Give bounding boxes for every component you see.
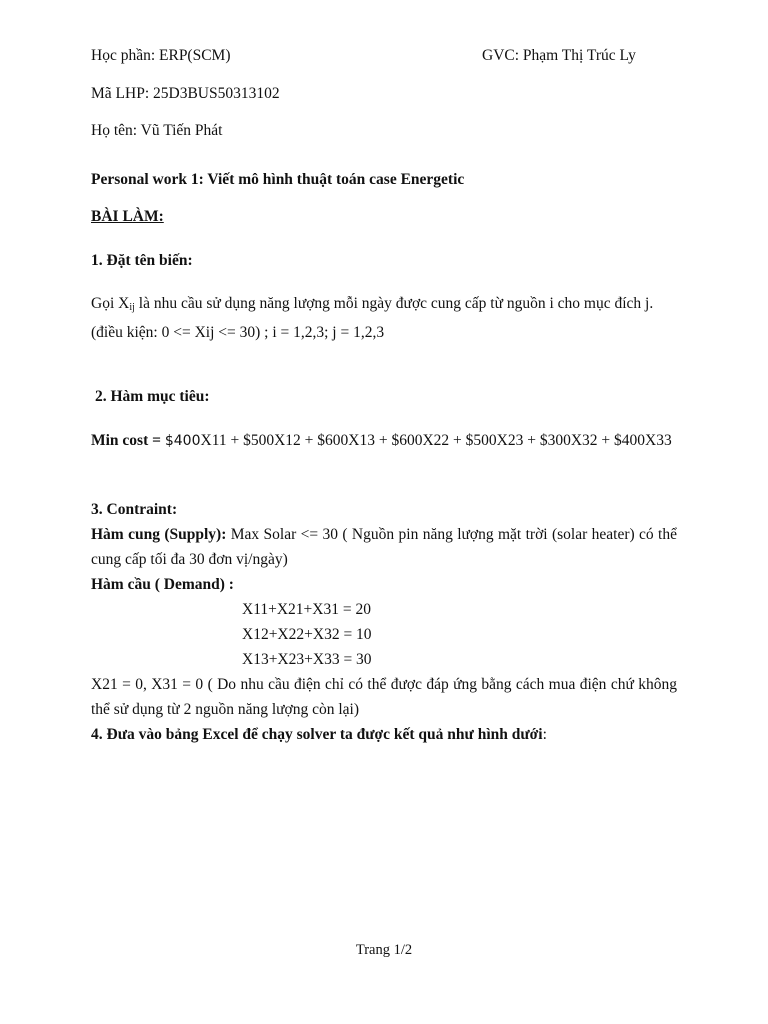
objective-first-cost: $400	[164, 433, 201, 449]
supply-text: Max Solar <= 30 ( Nguồn pin năng lượng mặt trời (solar heater) có thể cung cấp tối đa 30 đơn vị/ngày)	[91, 526, 677, 568]
class-code-label: Mã LHP: 25D3BUS50313102	[91, 85, 280, 102]
demand-label: Hàm cầu ( Demand) :	[91, 576, 234, 593]
section4-colon: :	[542, 726, 547, 743]
section1-subscript: ij	[129, 302, 135, 313]
demand-equation-3: X13+X23+X33 = 30	[242, 651, 372, 668]
section2-heading: 2. Hàm mục tiêu:	[95, 388, 210, 405]
section1-paragraph	[91, 291, 677, 345]
section1-heading: 1. Đặt tên biến:	[91, 252, 193, 269]
section4-line	[91, 722, 547, 747]
work-heading: BÀI LÀM:	[91, 208, 164, 225]
section3-note: X21 = 0, X31 = 0 ( Do nhu cầu điện chỉ có thể được đáp ứng bằng cách mua điện chứ không thể sử dụng từ 2 nguồn năng lượng còn lại)	[91, 676, 677, 718]
section4-heading: 4. Đưa vào bảng Excel để chạy solver ta được kết quả như hình dưới	[91, 726, 543, 743]
document-title: Personal work 1: Viết mô hình thuật toán case Energetic	[91, 171, 465, 188]
student-name-label: Họ tên: Vũ Tiến Phát	[91, 122, 223, 139]
section1-condition: (điều kiện: 0 <= Xij <= 30) ; i = 1,2,3; j = 1,2,3	[91, 324, 385, 341]
objective-equals: =	[148, 432, 165, 449]
section1-text-post: là nhu cầu sử dụng năng lượng mỗi ngày được cung cấp từ nguồn i cho mục đích j.	[134, 295, 654, 312]
demand-equations	[242, 597, 372, 672]
section3-block	[91, 497, 677, 597]
lecturer-label: GVC: Phạm Thị Trúc Ly	[482, 47, 636, 64]
demand-equation-2: X12+X22+X32 = 10	[242, 626, 372, 643]
objective-function	[91, 428, 677, 454]
course-label: Học phần: ERP(SCM)	[91, 47, 231, 64]
page-number: Trang 1/2	[355, 942, 413, 958]
section1-text-pre: Gọi X	[91, 295, 130, 312]
objective-label: Min cost	[91, 432, 149, 449]
section3-heading: 3. Contraint:	[91, 501, 178, 518]
demand-equation-1: X11+X21+X31 = 20	[242, 601, 371, 618]
supply-label: Hàm cung (Supply):	[91, 526, 227, 543]
objective-expression: X11 + $500X12 + $600X13 + $600X22 + $500X23 + $300X32 + $400X33	[200, 432, 672, 449]
